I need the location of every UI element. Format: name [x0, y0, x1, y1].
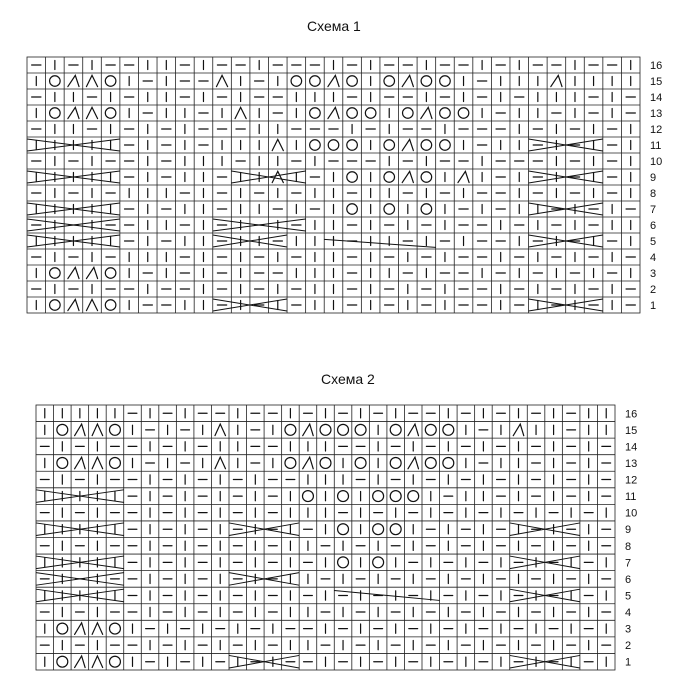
yarn-over-symbol: [109, 458, 120, 469]
row-number-label: 15: [625, 424, 638, 437]
row-number-label: 12: [650, 124, 663, 136]
row-number-label: 9: [650, 172, 657, 184]
yarn-over-symbol: [338, 557, 349, 568]
left-decrease-symbol: [408, 457, 419, 469]
row-number-label: 1: [650, 300, 657, 312]
yarn-over-symbol: [285, 458, 296, 469]
yarn-over-symbol: [57, 656, 68, 667]
scheme-2-title: Схема 2: [321, 371, 375, 385]
yarn-over-symbol: [320, 424, 331, 435]
row-number-label: 15: [650, 76, 663, 88]
central-decrease-symbol: [92, 623, 103, 635]
row-number-label: 8: [625, 540, 632, 553]
yarn-over-symbol: [285, 424, 296, 435]
row-number-label: 13: [650, 108, 663, 120]
left-decrease-symbol: [303, 457, 314, 469]
left-decrease-symbol: [513, 424, 524, 436]
scheme-1-title: Схема 1: [307, 18, 361, 34]
yarn-over-symbol: [338, 491, 349, 502]
row-number-label: 10: [625, 507, 638, 520]
left-decrease-symbol: [408, 424, 419, 436]
yarn-over-symbol: [57, 623, 68, 634]
central-decrease-symbol: [92, 424, 103, 436]
yarn-over-symbol: [425, 424, 436, 435]
left-decrease-symbol: [75, 656, 86, 668]
row-number-label: 4: [650, 252, 657, 264]
row-number-label: 5: [625, 590, 632, 603]
yarn-over-symbol: [390, 491, 401, 502]
yarn-over-symbol: [373, 557, 384, 568]
yarn-over-symbol: [390, 458, 401, 469]
row-number-label: 14: [625, 441, 638, 454]
row-number-label: 16: [650, 60, 663, 72]
yarn-over-symbol: [355, 458, 366, 469]
row-number-label: 12: [625, 474, 638, 487]
central-decrease-symbol: [215, 457, 226, 469]
yarn-over-symbol: [373, 491, 384, 502]
yarn-over-symbol: [338, 424, 349, 435]
yarn-over-symbol: [302, 491, 313, 502]
yarn-over-symbol: [408, 491, 419, 502]
central-decrease-symbol: [92, 457, 103, 469]
yarn-over-symbol: [57, 458, 68, 469]
row-number-label: 1: [625, 656, 632, 669]
row-number-label: 7: [625, 557, 632, 570]
row-number-label: 3: [650, 268, 657, 280]
row-number-label: 2: [625, 640, 632, 653]
yarn-over-symbol: [425, 458, 436, 469]
row-number-label: 10: [650, 156, 663, 168]
left-decrease-symbol: [303, 424, 314, 436]
left-decrease-symbol: [75, 457, 86, 469]
yarn-over-symbol: [390, 424, 401, 435]
row-number-label: 11: [625, 491, 637, 504]
row-number-label: 8: [650, 188, 657, 200]
row-number-label: 5: [650, 236, 657, 248]
row-number-label: 14: [650, 92, 663, 104]
yarn-over-symbol: [390, 524, 401, 535]
yarn-over-symbol: [109, 623, 120, 634]
scheme-2-cells: [36, 405, 615, 670]
central-decrease-symbol: [92, 656, 103, 668]
row-number-label: 6: [625, 573, 632, 586]
yarn-over-symbol: [109, 424, 120, 435]
yarn-over-symbol: [338, 524, 349, 535]
yarn-over-symbol: [109, 656, 120, 667]
row-number-label: 13: [625, 457, 638, 470]
row-number-label: 11: [650, 140, 662, 152]
left-decrease-symbol: [75, 623, 86, 635]
yarn-over-symbol: [373, 524, 384, 535]
central-decrease-symbol: [215, 424, 226, 436]
left-decrease-symbol: [75, 424, 86, 436]
yarn-over-symbol: [57, 424, 68, 435]
yarn-over-symbol: [355, 424, 366, 435]
row-number-label: 2: [650, 284, 657, 296]
yarn-over-symbol: [320, 458, 331, 469]
row-number-label: 16: [625, 408, 638, 421]
row-number-label: 7: [650, 204, 657, 216]
row-number-label: 6: [650, 220, 657, 232]
row-number-label: 3: [625, 623, 632, 636]
yarn-over-symbol: [443, 424, 454, 435]
row-number-label: 9: [625, 524, 632, 537]
yarn-over-symbol: [443, 458, 454, 469]
row-number-label: 4: [625, 607, 632, 620]
